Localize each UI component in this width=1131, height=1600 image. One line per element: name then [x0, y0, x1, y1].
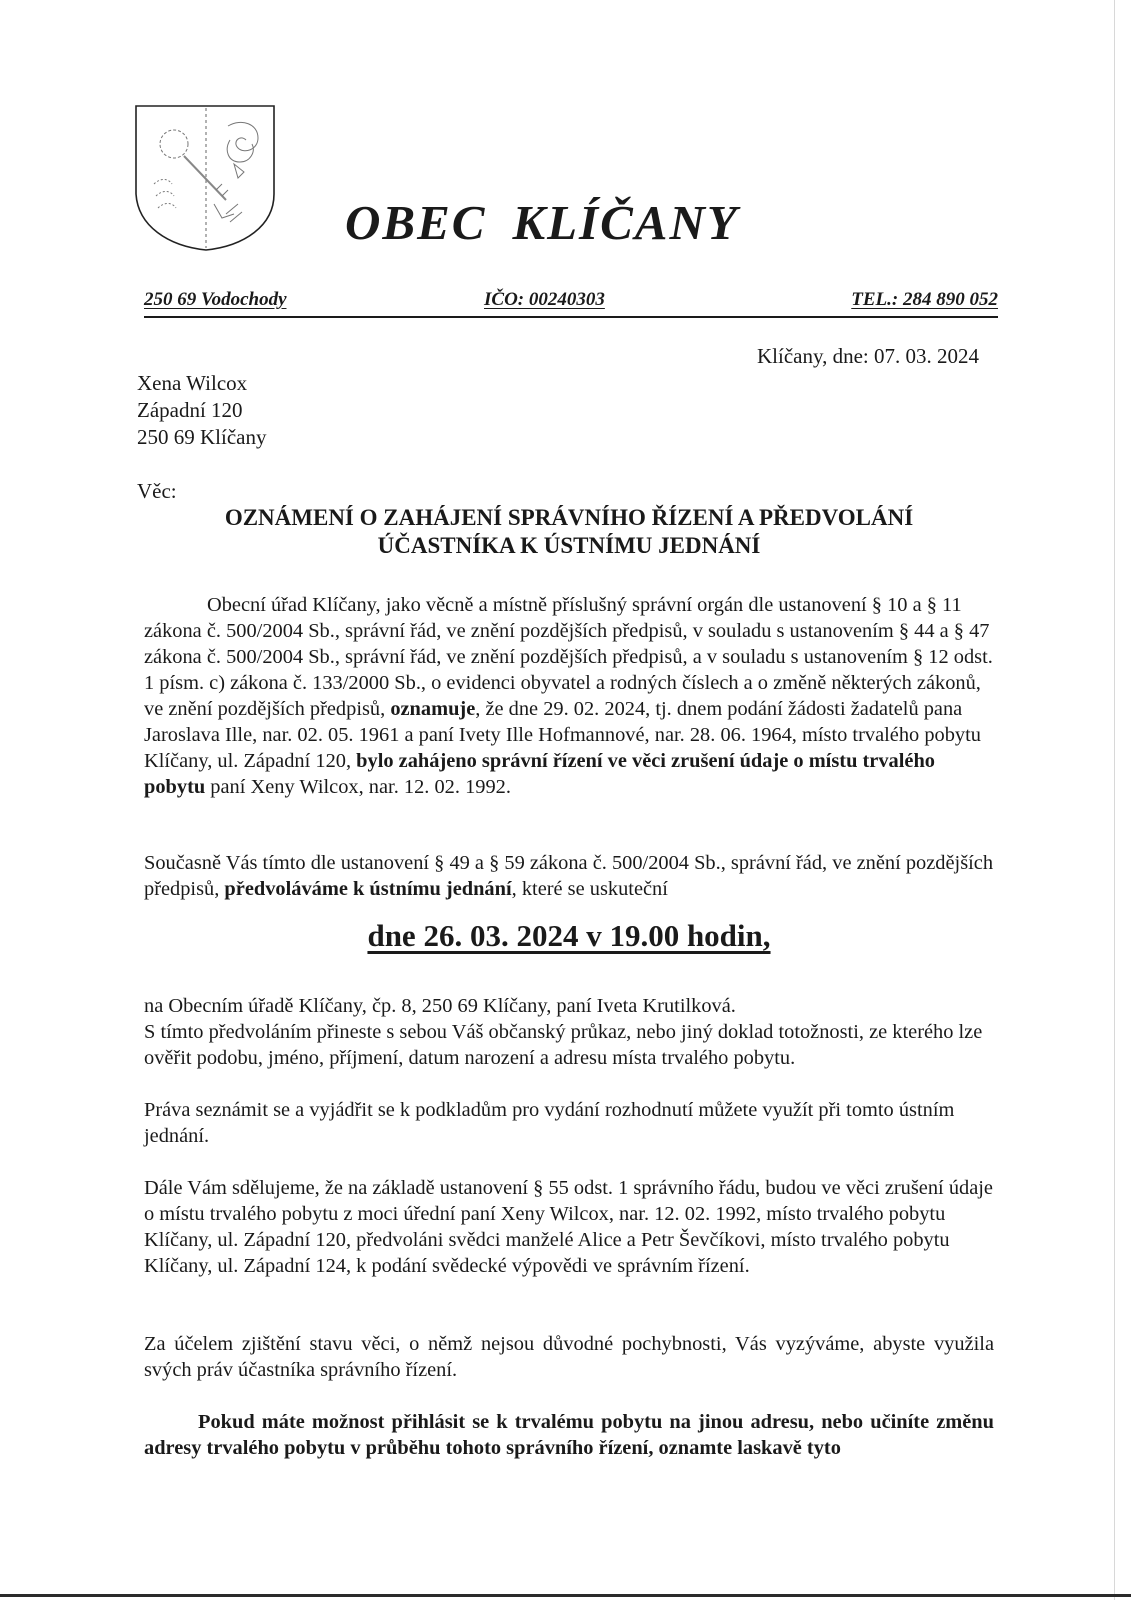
paragraph-rights: Práva seznámit se a vyjádřit se k podkladům pro vydání rozhodnutí můžete využít při tomto ústním jednání. — [144, 1099, 955, 1147]
paragraph-change-address-text: Pokud máte možnost přihlásit se k trvalému pobytu na jinou adresu, nebo učiníte změnu adresy trvalého pobytu v průběhu tohoto správního řízení, oznamte laskavě tyto — [144, 1411, 994, 1459]
paragraph-notice-text2: , že dne 29. 02. 2024, tj. dnem podání žádosti žadatelů pana Jaroslava Ille, nar. 02. 05. 1961 a paní Ivety Ille Hofmannové, nar. 28. 06. 1964, místo trvalého pobytu Klíčany, ul. Západní 120, — [144, 698, 981, 772]
paragraph-witnesses: Dále Vám sdělujeme, že na základě ustanovení § 55 odst. 1 správního řádu, budou ve věci zrušení údaje o místu trvalého pobytu z moci úřední paní Xeny Wilcox, nar. 12. 02. 1992, místo trvalého pobytu Klíčany, ul. Západní 120, předvoláni svědci manželé Alice a Petr Ševčíkovi, místo trvalého pobytu Klíčany, ul. Západní 124, k podání svědecké výpovědi ve správním řízení. — [144, 1177, 993, 1277]
recipient-name: Xena Wilcox — [137, 371, 248, 395]
recipient-street: Západní 120 — [137, 398, 243, 422]
page-edge-bottom — [0, 1594, 1131, 1597]
paragraph-call: Za účelem zjištění stavu věci, o němž nejsou důvodné pochybnosti, Vás vyzýváme, abyste využila svých práv účastníka správního řízení. — [144, 1333, 994, 1381]
letterhead-phone: TEL.: 284 890 052 — [851, 289, 998, 310]
subject-title — [144, 504, 994, 560]
paragraph-summons-text1: Současně Vás tímto dle ustanovení § 49 a § 59 zákona č. 500/2004 Sb., správní řád, ve znění pozdějších předpisů, — [144, 852, 994, 900]
paragraph-notice-text3: paní Xeny Wilcox, nar. 12. 02. 1992. — [205, 776, 511, 798]
letterhead-ico: IČO: 00240303 — [484, 289, 605, 310]
letterhead-address: 250 69 Vodochody — [144, 289, 287, 310]
paragraph-change-address — [144, 1409, 994, 1461]
letterhead-rule — [144, 316, 998, 318]
subject-title-line1: OZNÁMENÍ O ZAHÁJENÍ SPRÁVNÍHO ŘÍZENÍ A PŘEDVOLÁNÍ — [224, 505, 914, 530]
paragraph-notice-bold1: oznamuje — [390, 698, 476, 720]
paragraph-summons-bold: předvoláváme k ústnímu jednání — [224, 878, 512, 900]
hearing-date: dne 26. 03. 2024 v 19.00 hodin, — [367, 918, 771, 953]
paragraph-location-line1: na Obecním úřadě Klíčany, čp. 8, 250 69 Klíčany, paní Iveta Krutilková. — [144, 995, 736, 1017]
subject-title-line2: ÚČASTNÍKA K ÚSTNÍMU JEDNÁNÍ — [377, 533, 761, 558]
paragraph-location — [144, 993, 994, 1071]
paragraph-notice-text1: Obecní úřad Klíčany, jako věcně a místně příslušný správní orgán dle ustanovení § 10 a § 11 zákona č. 500/2004 Sb., správní řád, ve znění pozdějších předpisů, v souladu s ustanovením § 44 a § 47 zákona č. 500/2004 Sb., správní řád, ve znění pozdějších předpisů, a v souladu s ustanovením § 12 odst. 1 písm. c) zákona č. 133/2000 Sb., o evidenci obyvatel a rodných číslech a o změně některých zákonů, ve znění pozdějších předpisů, — [144, 594, 993, 720]
paragraph-summons — [144, 850, 994, 902]
page-edge-right — [1114, 0, 1115, 1600]
subject-label: Věc: — [137, 479, 177, 503]
municipality-title-word2: KLÍČANY — [512, 195, 739, 250]
document-date: Klíčany, dne: 07. 03. 2024 — [757, 344, 980, 368]
paragraph-summons-text2: , které se uskuteční — [511, 878, 668, 900]
paragraph-notice — [144, 592, 994, 800]
municipality-title-word1: OBEC — [345, 195, 487, 250]
coat-of-arms-icon — [134, 104, 278, 252]
recipient-city: 250 69 Klíčany — [137, 425, 267, 449]
recipient-block — [137, 370, 266, 451]
letterhead — [144, 289, 998, 319]
paragraph-notice-bold2: bylo zahájeno správní řízení ve věci zrušení údaje o místu trvalého pobytu — [144, 750, 935, 798]
municipality-title — [345, 194, 739, 251]
paragraph-location-line2: S tímto předvoláním přineste s sebou Váš občanský průkaz, nebo jiný doklad totožnosti, ze kterého lze ověřit podobu, jméno, příjmení, datum narození a adresu místa trvalého pobytu. — [144, 1021, 983, 1069]
